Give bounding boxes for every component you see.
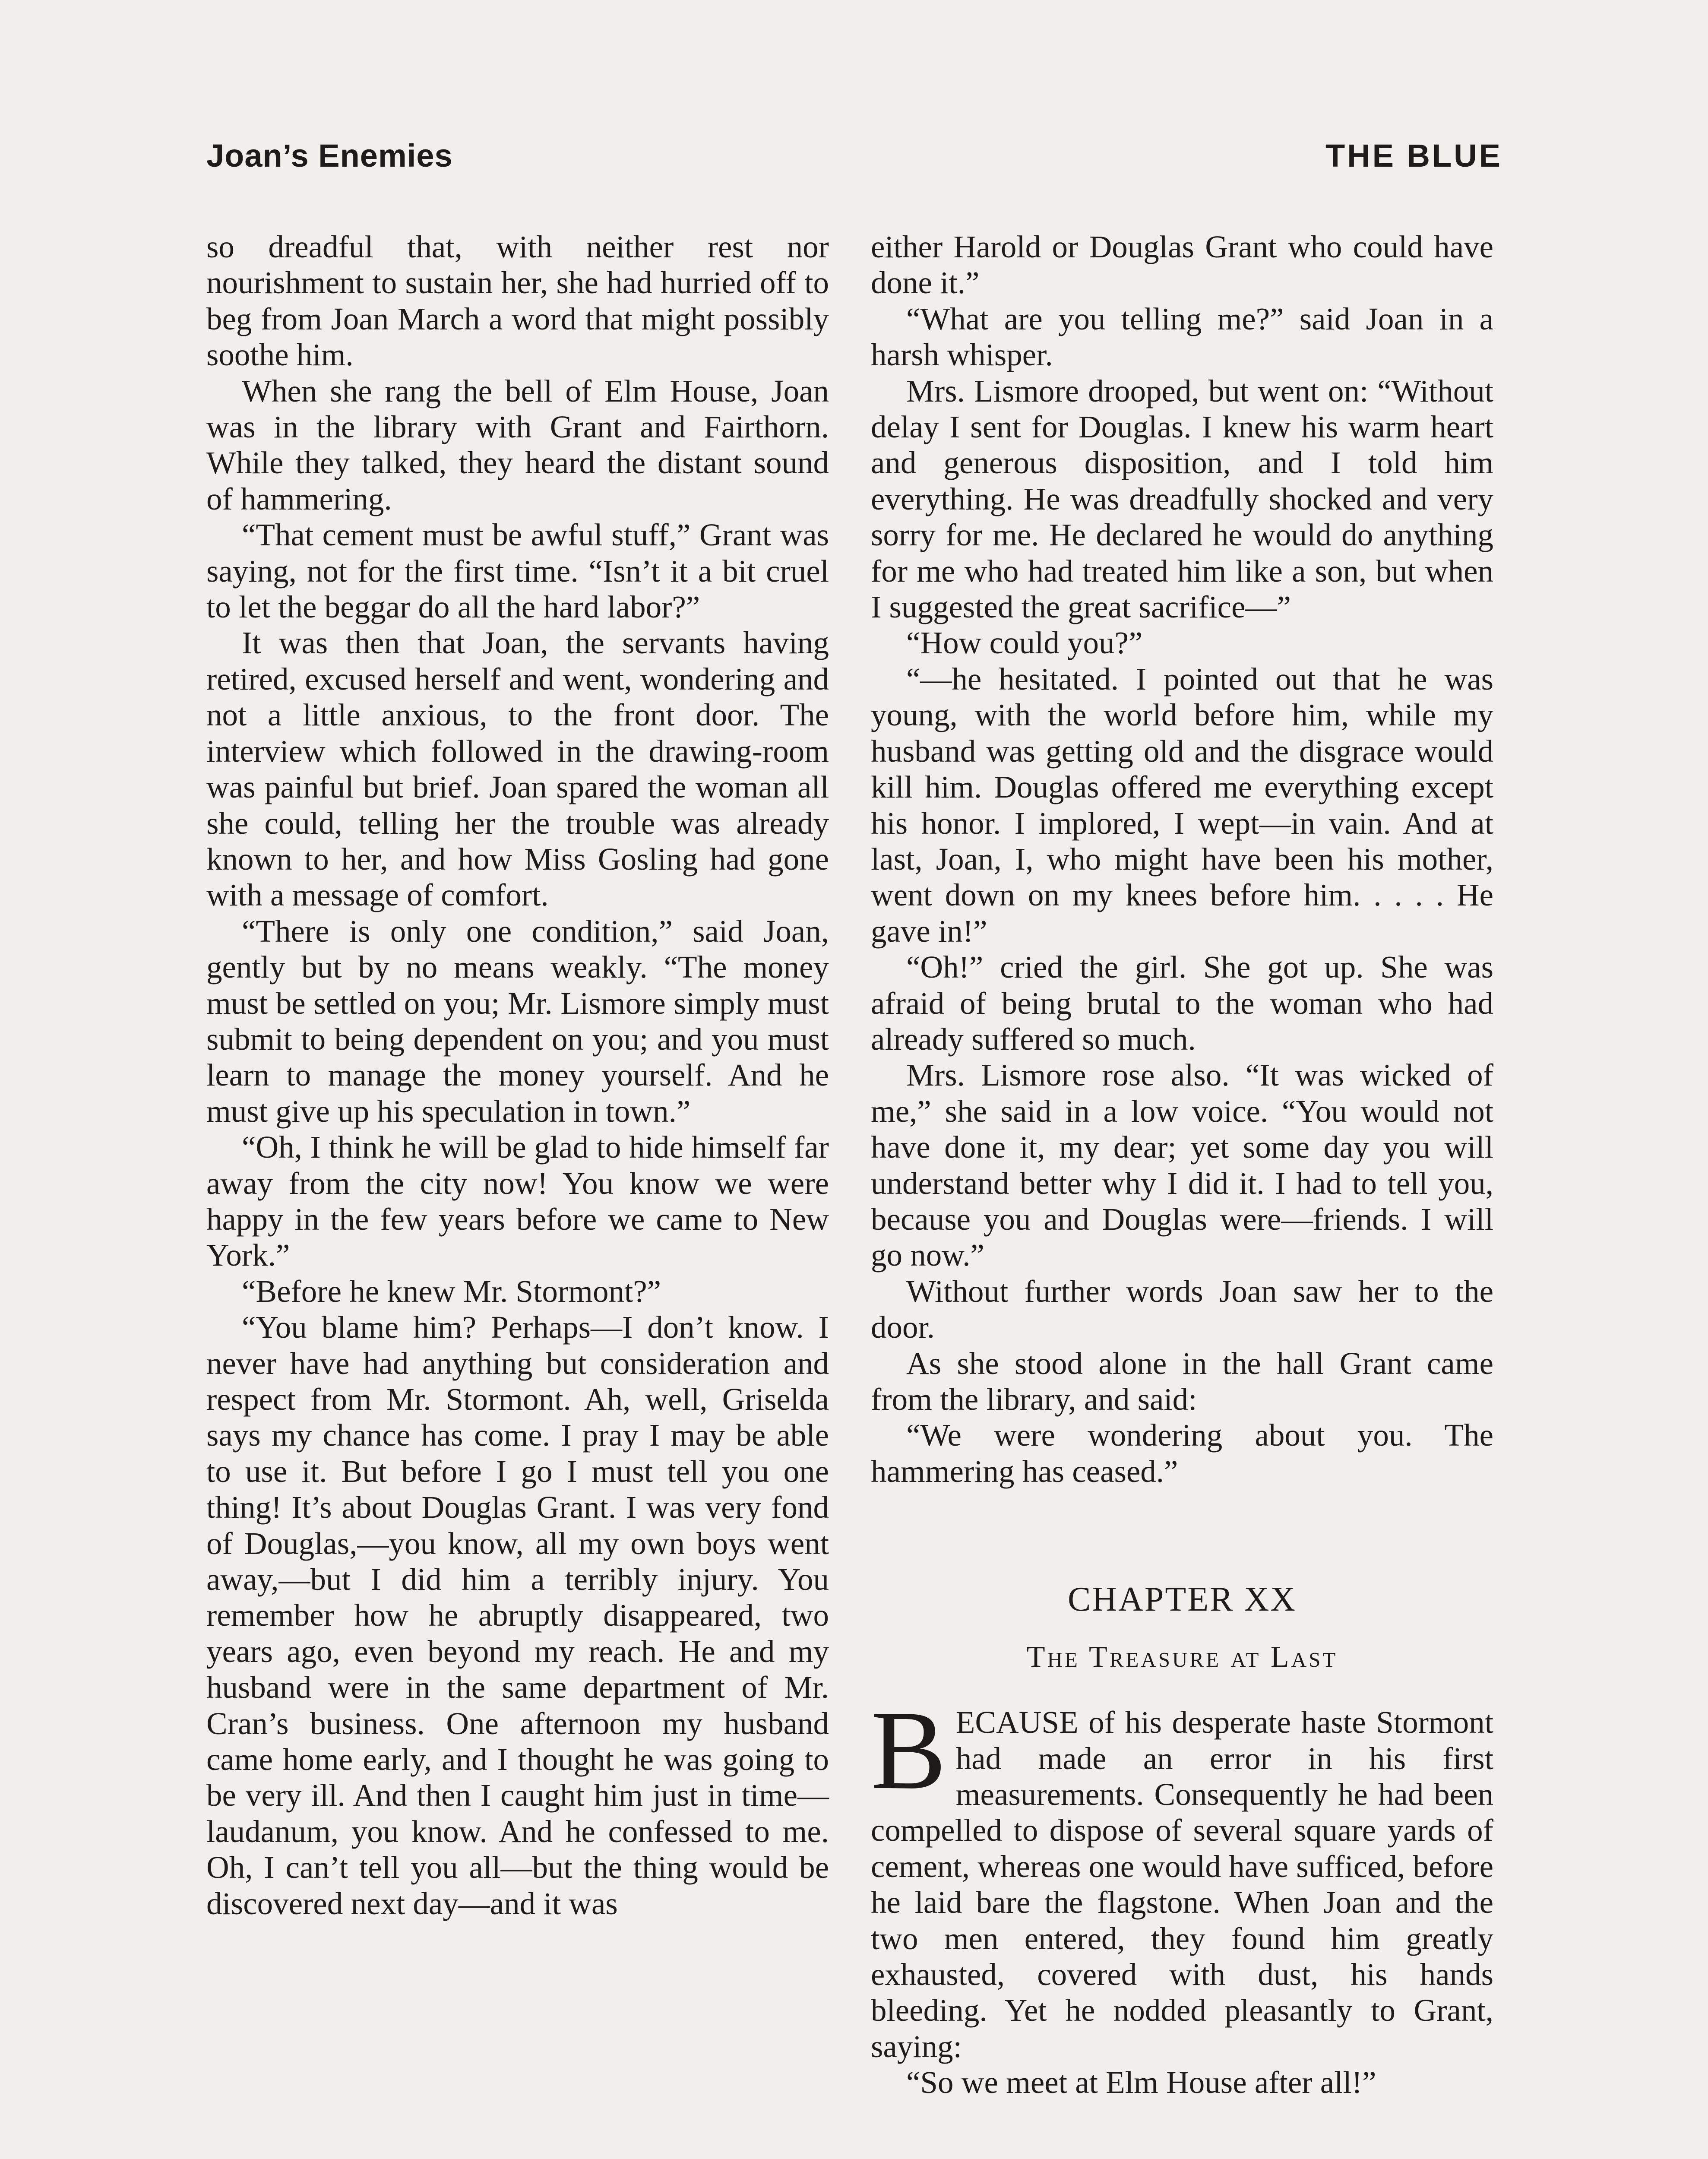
story-title: Joan’s Enemies — [206, 138, 453, 174]
paragraph: “What are you telling me?” said Joan in a harsh whisper. — [871, 301, 1493, 373]
paragraph: “Oh, I think he will be glad to hide himself far away from the city now! You know we were happy in the few years before we came to New York.” — [206, 1130, 829, 1273]
paragraph: “Oh!” cried the girl. She got up. She was afraid of being brutal to the woman who had already suffered so much. — [871, 950, 1493, 1057]
chapter-heading — [871, 1576, 1493, 1677]
paragraph: Mrs. Lismore drooped, but went on: “Without delay I sent for Douglas. I knew his warm heart and generous disposition, and I told him everything. He was dreadfully shocked and very sorry for me. He declared he would do anything for me who had treated him like a son, but when I suggested the great sacrifice—” — [871, 373, 1493, 625]
paragraph: When she rang the bell of Elm House, Joan was in the library with Grant and Fairthorn. While they talked, they heard the distant sound of hammering. — [206, 373, 829, 516]
paragraph: “We were wondering about you. The hammering has ceased.” — [871, 1418, 1493, 1489]
running-head — [206, 137, 1502, 174]
paragraph: Without further words Joan saw her to the door. — [871, 1273, 1493, 1345]
paragraph: It was then that Joan, the servants having retired, excused herself and went, wondering and not a little anxious, to the front door. The interview which followed in the drawing-room was painful but brief. Joan spared the woman all she could, telling her the trouble was already known to her, and how Miss Gosling had gone with a message of comfort. — [206, 625, 829, 913]
chapter-title: The Treasure at Last — [1026, 1640, 1338, 1674]
paragraph: either Harold or Douglas Grant who could have done it.” — [871, 229, 1493, 301]
paragraph: “So we meet at Elm House after all!” — [906, 2065, 1376, 2100]
paragraph: Mrs. Lismore rose also. “It was wicked of me,” she said in a low voice. “You would not have done it, my dear; yet some day you will understand better why I did it. I had to tell you, because you and Douglas were—friends. I will go now.” — [871, 1057, 1493, 1273]
opening-text: ECAUSE of his desperate haste Stormont had made an error in his first measurements. Consequently he had been compelled to dispose of several square yards of cement, whereas one would have sufficed, before he laid bare the flagstone. When Joan and the two men entered, they found him greatly exhausted, covered with dust, his hands bleeding. Yet he nodded pleasantly to Grant, saying: — [871, 1705, 1493, 2064]
magazine-name: THE BLUE — [1325, 138, 1502, 174]
left-column — [206, 229, 829, 1922]
paragraph: so dreadful that, with neither rest nor nourishment to sustain her, she had hurried off to beg from Joan March a word that might possibly soothe him. — [206, 229, 829, 373]
paragraph: “Before he knew Mr. Stormont?” — [242, 1273, 661, 1309]
drop-cap: B — [871, 1687, 946, 1813]
opening-paragraph — [871, 1687, 1493, 2064]
paragraph: “You blame him? Perhaps—I don’t know. I never have had anything but consideration and respect from Mr. Stormont. Ah, well, Griselda says my chance has come. I pray I may be able to use it. But before I go I must tell you one thing! It’s about Douglas Grant. I was very fond of Douglas,—you know, all my own boys went away,—but I did him a terribly injury. You remember how he abruptly disappeared, two years ago, even beyond my reach. He and my husband were in the same department of Mr. Cran’s business. One afternoon my husband came home early, and I thought he was going to be very ill. And then I caught him just in time—laudanum, you know. And he confessed to me. Oh, I can’t tell you all—but the thing would be discovered next day—and it was — [206, 1310, 829, 1921]
paragraph: “There is only one condition,” said Joan, gently but by no means weakly. “The money must be settled on you; Mr. Lismore simply must submit to being dependent on you; and you must learn to manage the money yourself. And he must give up his speculation in town.” — [206, 913, 829, 1129]
chapter-number: CHAPTER XX — [1067, 1580, 1297, 1619]
paragraph: “That cement must be awful stuff,” Grant was saying, not for the first time. “Isn’t it a bit cruel to let the beggar do all the hard labor?” — [206, 517, 829, 625]
paragraph: “—he hesitated. I pointed out that he was young, with the world before him, while my husband was getting old and the disgrace would kill him. Douglas offered me everything except his honor. I implored, I wept—in vain. And at last, Joan, I, who might have been his mother, went down on my knees before him. . . . . He gave in!” — [871, 661, 1493, 949]
paragraph: As she stood alone in the hall Grant came from the library, and said: — [871, 1345, 1493, 1417]
paragraph: “How could you?” — [906, 625, 1143, 661]
chapter-opening — [871, 1687, 1493, 2100]
right-column — [871, 229, 1493, 2101]
